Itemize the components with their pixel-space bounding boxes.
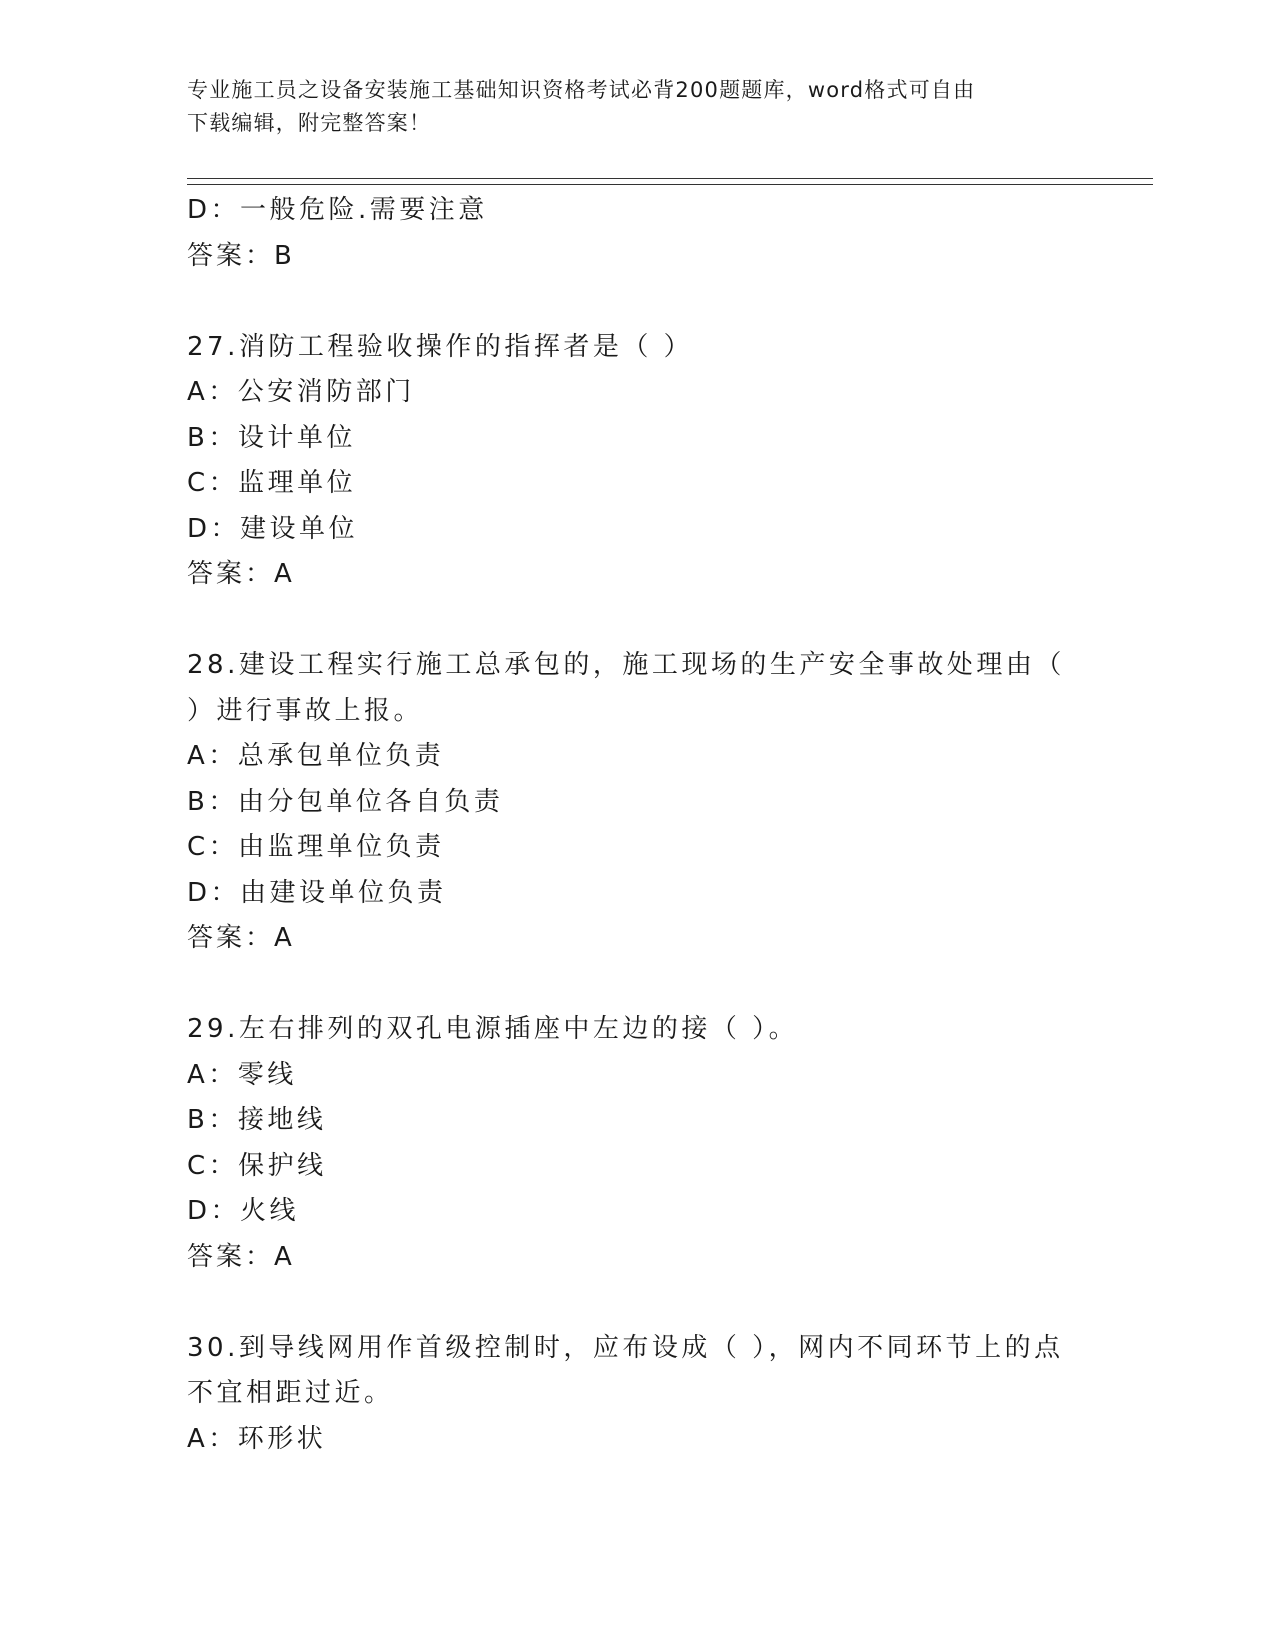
question-stem: 27.消防工程验收操作的指挥者是（ ） <box>187 331 694 362</box>
question-28 <box>187 643 1067 962</box>
option-c: C：监理单位 <box>187 468 357 498</box>
question-27 <box>187 325 1067 598</box>
question-stem-line-2: ）进行事故上报。 <box>187 695 424 726</box>
answer-label: 答案：A <box>187 1241 295 1272</box>
option-d: D：火线 <box>187 1196 300 1226</box>
option-d: D：一般危险.需要注意 <box>187 195 488 225</box>
question-29 <box>187 1007 1067 1280</box>
question-stem-line-2: 不宜相距过近。 <box>187 1378 394 1408</box>
option-b: B：设计单位 <box>187 422 356 453</box>
option-d: D：由建设单位负责 <box>187 877 447 908</box>
option-a: A：公安消防部门 <box>187 377 415 407</box>
option-a: A：总承包单位负责 <box>187 741 445 771</box>
answer-label: 答案：B <box>187 240 295 271</box>
question-stem-line-1: 28.建设工程实行施工总承包的，施工现场的生产安全事故处理由（ <box>187 650 1065 680</box>
option-c: C：保护线 <box>187 1150 327 1181</box>
header-line-1: 专业施工员之设备安装施工基础知识资格考试必背200题题库，word格式可自由 <box>187 78 976 102</box>
option-a: A：零线 <box>187 1059 297 1090</box>
option-b: B：由分包单位各自负责 <box>187 786 504 817</box>
question-stem: 29.左右排列的双孔电源插座中左边的接（ ）。 <box>187 1014 799 1044</box>
option-b: B：接地线 <box>187 1105 327 1135</box>
header-line-2: 下载编辑，附完整答案！ <box>187 111 432 135</box>
answer-label: 答案：A <box>187 923 295 953</box>
page-header <box>187 74 1067 140</box>
option-c: C：由监理单位负责 <box>187 832 445 862</box>
question-30 <box>187 1326 1067 1463</box>
spacer <box>187 962 1067 1008</box>
option-a: A：环形状 <box>187 1423 327 1454</box>
question-list <box>187 188 1067 1462</box>
spacer <box>187 1280 1067 1326</box>
option-d: D：建设单位 <box>187 513 359 544</box>
spacer <box>187 598 1067 644</box>
spacer <box>187 279 1067 325</box>
question-26-tail <box>187 188 1067 279</box>
question-stem-line-1: 30.到导线网用作首级控制时，应布设成（ ），网内不同环节上的点 <box>187 1332 1064 1363</box>
answer-label: 答案：A <box>187 559 295 589</box>
header-divider <box>187 178 1153 185</box>
